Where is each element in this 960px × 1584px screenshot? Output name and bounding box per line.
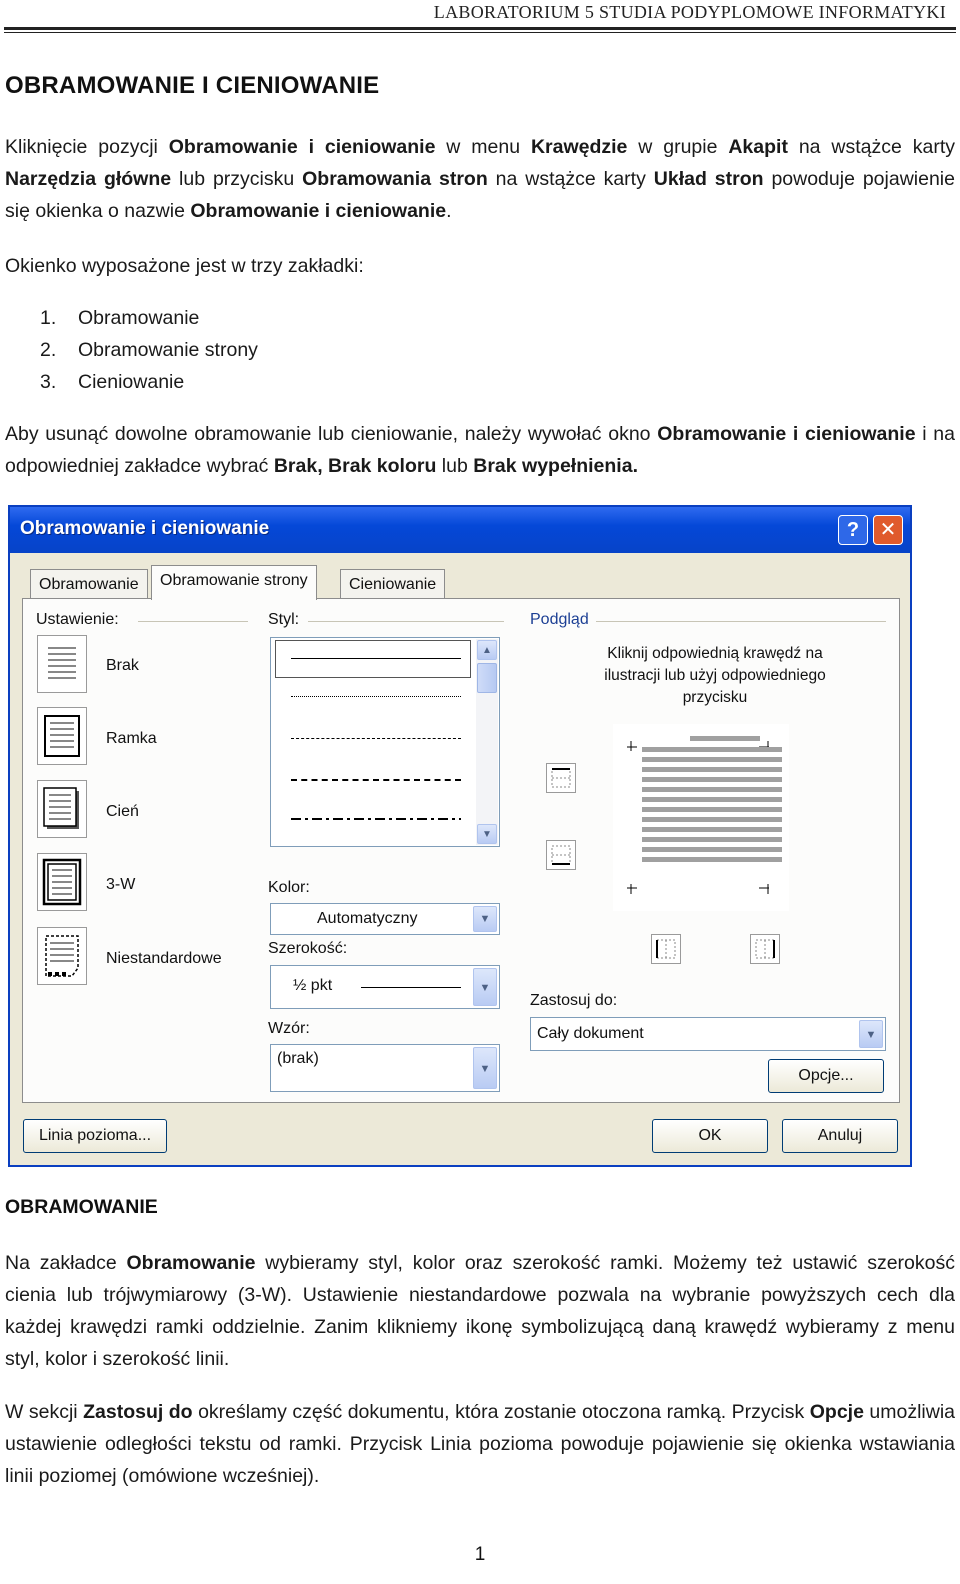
close-button[interactable]: ✕	[873, 515, 903, 545]
intro-paragraph: Kliknięcie pozycji Obramowanie i cieniowanie w menu Krawędzie w grupie Akapit na wstążce karty Narzędzia główne lub przycisku Obramowania stron na wstążce karty Układ stron powoduje pojawienie się okienka o nazwie Obramowanie i cieniowanie.	[5, 136, 955, 222]
cancel-button[interactable]: Anuluj	[782, 1119, 898, 1153]
preview-text-line	[642, 787, 782, 792]
setting-box-icon	[38, 708, 86, 764]
setting-shadow-label: Cień	[106, 803, 139, 820]
setting-custom-label: Niestandardowe	[106, 950, 222, 967]
preview-text-line	[642, 767, 782, 772]
right-border-icon	[751, 935, 779, 963]
setting-custom-icon	[38, 928, 86, 984]
top-border-button[interactable]	[546, 763, 576, 793]
art-label: Wzór:	[268, 1020, 310, 1037]
chevron-down-icon: ▼	[473, 906, 497, 932]
width-value: ½ pkt	[293, 977, 333, 994]
header-rule-thick	[4, 27, 956, 30]
scroll-up-icon[interactable]: ▲	[477, 640, 497, 660]
borders-paragraph: Na zakładce Obramowanie wybieramy styl, kolor oraz szerokość ramki. Możemy też ustawić szerokość cienia lub trójwymiarowy (3-W). Ustawienie niestandardowe pozwala na wybranie powyższych cech dla każdej krawędzi ramki oddzielnie. Zanim klikniemy ikonę symbolizującą daną krawędź wybieramy z menu styl, kolor i szerokość linii.	[5, 1252, 955, 1370]
bottom-border-button[interactable]	[546, 840, 576, 870]
running-header-title: LABORATORIUM 5 STUDIA PODYPLOMOWE INFORMATYKI	[433, 2, 946, 22]
preview-text-line	[642, 827, 782, 832]
preview-text-line	[642, 757, 782, 762]
style-dash-line[interactable]	[291, 779, 461, 781]
style-list[interactable]	[270, 637, 500, 847]
setting-shadow-button[interactable]	[37, 780, 87, 838]
apply-to-select[interactable]	[530, 1017, 886, 1051]
scroll-down-icon[interactable]: ▼	[477, 824, 497, 844]
setting-3d-icon	[38, 854, 86, 910]
list-item: 1. Obramowanie	[40, 307, 200, 329]
width-sample-line	[361, 987, 461, 988]
setting-box-button[interactable]	[37, 707, 87, 765]
setting-3d-button[interactable]	[37, 853, 87, 911]
tab-borders[interactable]: Obramowanie	[30, 569, 148, 599]
style-scrollbar[interactable]	[476, 639, 498, 845]
preview-text-line	[642, 777, 782, 782]
page-number: 1	[474, 1544, 486, 1565]
preview-text-line	[690, 736, 760, 741]
apply-to-label: Zastosuj do:	[530, 992, 618, 1009]
apply-paragraph: W sekcji Zastosuj do określamy część dokumentu, która zostanie otoczona ramką. Przycisk Opcje umożliwia ustawienie odległości tekstu od ramki. Przycisk Linia pozioma powoduje pojawienie się okienka wstawiania linii poziomej (omówione wcześniej).	[5, 1401, 956, 1487]
art-select[interactable]	[270, 1044, 500, 1092]
tab-shading[interactable]: Cieniowanie	[340, 569, 445, 599]
style-selected-item[interactable]	[275, 640, 471, 678]
art-value: (brak)	[277, 1050, 319, 1067]
apply-to-value: Cały dokument	[537, 1025, 644, 1042]
borders-shading-dialog	[8, 505, 912, 1167]
preview-label: Podgląd	[530, 611, 589, 628]
left-border-icon	[652, 935, 680, 963]
right-border-button[interactable]	[750, 934, 780, 964]
horizontal-line-button[interactable]: Linia pozioma...	[23, 1119, 167, 1153]
dialog-titlebar	[10, 507, 910, 553]
style-label: Styl:	[268, 611, 300, 628]
divider	[596, 621, 886, 622]
setting-3d-label: 3-W	[106, 876, 136, 893]
setting-none-icon	[38, 636, 86, 692]
preview-text-line	[642, 847, 782, 852]
chevron-down-icon: ▼	[473, 968, 497, 1006]
page-title: OBRAMOWANIE I CIENIOWANIE	[5, 72, 380, 99]
setting-none-button[interactable]	[37, 635, 87, 693]
top-border-icon	[547, 764, 575, 792]
list-item: 2. Obramowanie strony	[40, 339, 258, 361]
setting-box-label: Ramka	[106, 730, 157, 747]
chevron-down-icon: ▼	[473, 1047, 497, 1089]
tab-page-border[interactable]: Obramowanie strony	[151, 565, 317, 600]
preview-text-line	[642, 837, 782, 842]
width-label: Szerokość:	[268, 940, 348, 957]
remove-paragraph: Aby usunąć dowolne obramowanie lub cieniowanie, należy wywołać okno Obramowanie i cieniowanie i na odpowiedniej zakładce wybrać Brak, Brak koloru lub Brak wypełnienia.	[5, 423, 955, 477]
preview-text-line	[642, 797, 782, 802]
color-label: Kolor:	[268, 879, 310, 896]
setting-none-label: Brak	[106, 657, 139, 674]
preview-text-line	[642, 857, 782, 862]
section-heading: OBRAMOWANIE	[5, 1196, 158, 1218]
list-item: 3. Cieniowanie	[40, 371, 185, 393]
bottom-border-icon	[547, 841, 575, 869]
ok-button[interactable]: OK	[652, 1119, 768, 1153]
style-solid-line[interactable]	[291, 658, 461, 659]
tabs-list	[40, 302, 258, 398]
style-dotted-line[interactable]	[291, 696, 461, 697]
width-select[interactable]	[270, 965, 500, 1009]
scroll-thumb[interactable]	[477, 663, 497, 693]
divider	[308, 621, 504, 622]
color-value: Automatyczny	[317, 910, 418, 927]
help-button[interactable]: ?	[838, 515, 868, 545]
setting-label: Ustawienie:	[36, 611, 119, 628]
style-short-dash-line[interactable]	[291, 738, 461, 739]
preview-hint: Kliknij odpowiednią krawędź na ilustracji lub użyj odpowiedniego przycisku	[604, 645, 826, 706]
chevron-down-icon: ▼	[859, 1020, 883, 1048]
style-dash-dot-line[interactable]	[291, 816, 461, 822]
preview-text-line	[642, 807, 782, 812]
preview-text-line	[642, 747, 782, 752]
setting-custom-button[interactable]	[37, 927, 87, 985]
tabs-intro: Okienko wyposażone jest w trzy zakładki:	[5, 255, 364, 277]
header-rule-thin	[4, 32, 956, 33]
divider	[138, 621, 248, 622]
left-border-button[interactable]	[651, 934, 681, 964]
setting-shadow-icon	[38, 781, 86, 837]
options-button[interactable]: Opcje...	[768, 1059, 884, 1093]
preview-text-line	[642, 817, 782, 822]
dialog-title: Obramowanie i cieniowanie	[20, 518, 270, 539]
color-select[interactable]	[270, 903, 500, 935]
